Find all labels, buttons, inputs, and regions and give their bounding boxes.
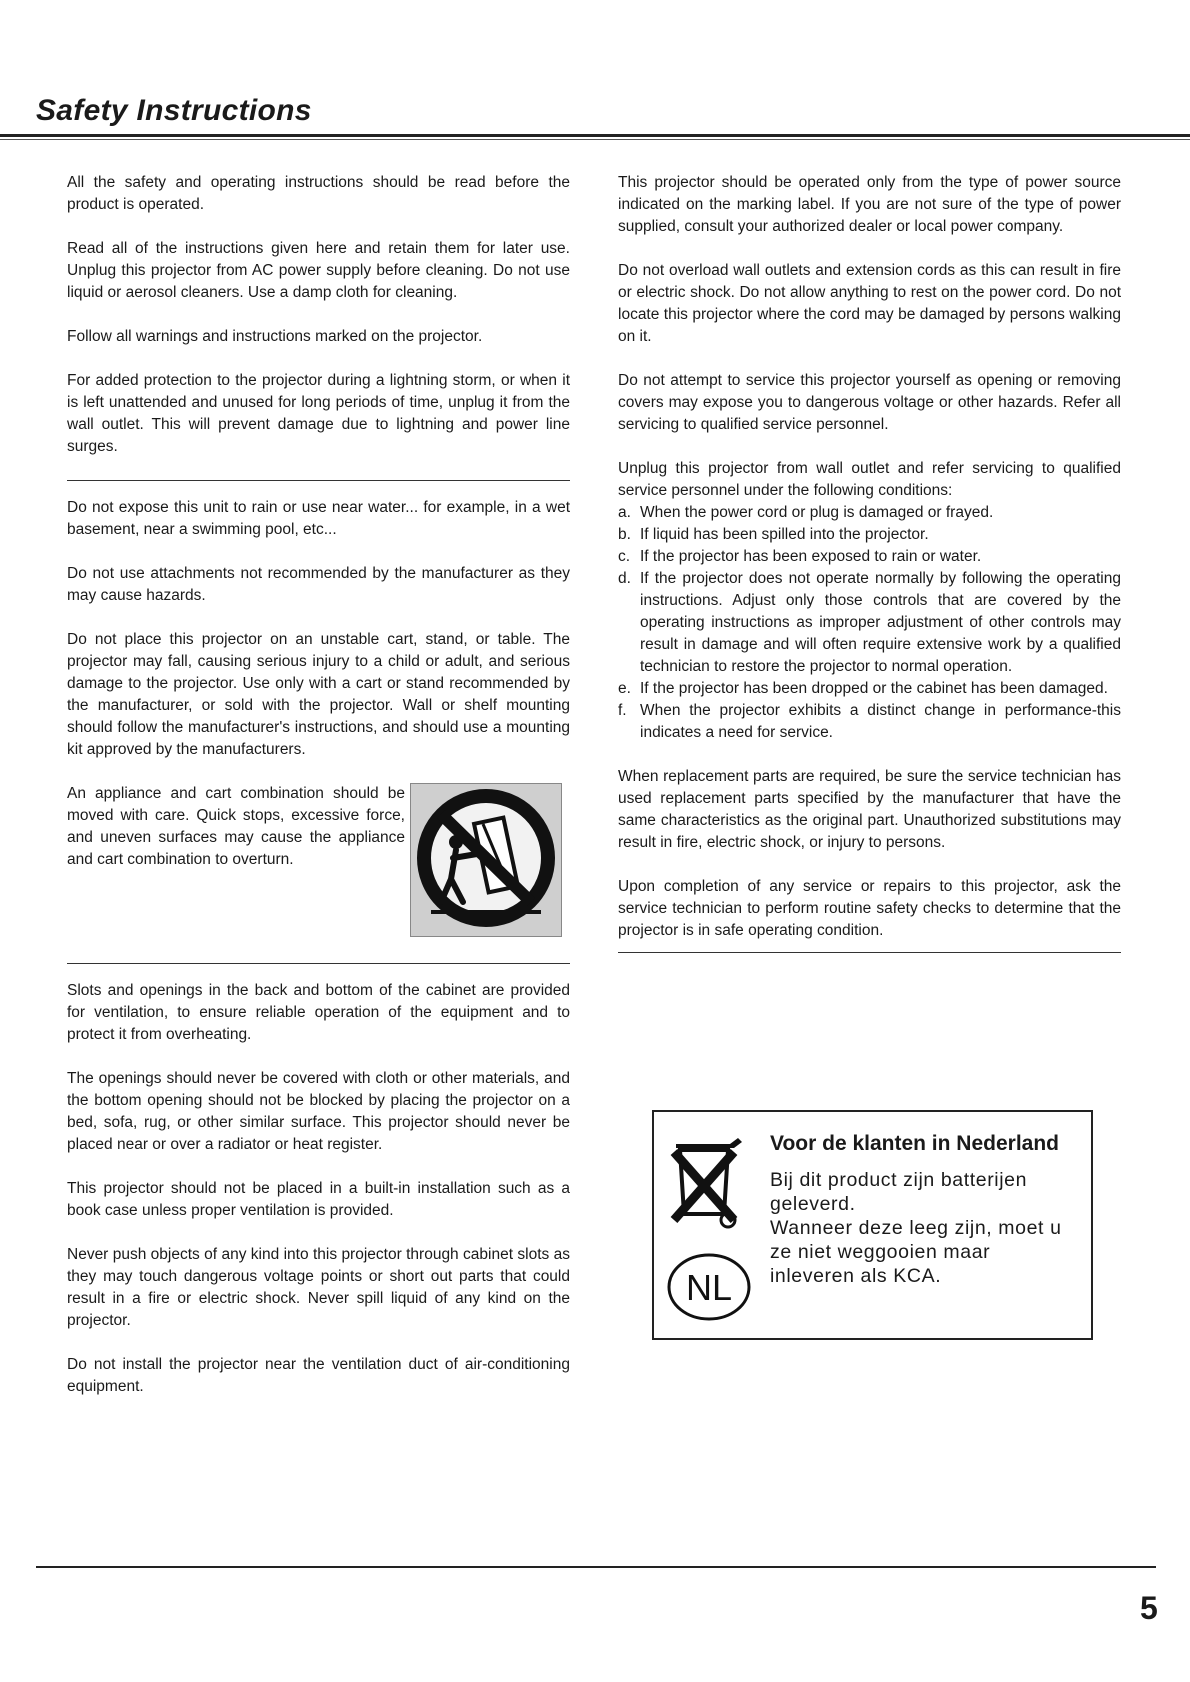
cart-warning xyxy=(67,783,570,933)
paragraph: Unplug this projector from wall outlet and refer servicing to qualified service personnel under the following conditions: xyxy=(618,460,1121,499)
service-conditions-list xyxy=(618,502,1121,744)
kca-notice-box xyxy=(652,1110,1093,1340)
list-item: e. If the projector has been dropped or the cabinet has been damaged. xyxy=(618,680,1108,697)
paragraph: Never push objects of any kind into this projector through cabinet slots as they may touch dangerous voltage points or short out parts that could result in a fire or electric shock. Never spill liquid of any kind on the projector. xyxy=(67,1246,570,1329)
left-column xyxy=(67,172,570,1420)
kca-heading: Voor de klanten in Nederland xyxy=(770,1132,1059,1155)
paragraph: When replacement parts are required, be sure the service technician has used replacement parts specified by the manufacturer that have the same characteristics as the original part. Unauthorized substitutions may result in fire, electric shock, or injury to persons. xyxy=(618,768,1121,851)
section-divider xyxy=(67,480,570,481)
nl-oval-icon xyxy=(666,1252,752,1322)
paragraph: All the safety and operating instructions should be read before the product is operated. xyxy=(67,174,570,213)
kca-line: Wanneer deze leeg zijn, moet u ze niet weggooien maar inleveren als KCA. xyxy=(770,1217,1062,1287)
paragraph: An appliance and cart combination should be moved with care. Quick stops, excessive force, and uneven surfaces may cause the appliance and cart combination to overturn. xyxy=(67,785,405,868)
kca-line: Bij dit product zijn batterijen geleverd. xyxy=(770,1169,1028,1215)
paragraph: Do not install the projector near the ventilation duct of air-conditioning equipment. xyxy=(67,1356,570,1395)
paragraph: Follow all warnings and instructions marked on the projector. xyxy=(67,328,483,345)
paragraph: Do not attempt to service this projector yourself as opening or removing covers may expose you to dangerous voltage or other hazards. Refer all servicing to qualified service personnel. xyxy=(618,372,1121,433)
paragraph: Do not use attachments not recommended by the manufacturer as they may cause hazards. xyxy=(67,565,570,604)
paragraph: The openings should never be covered with cloth or other materials, and the bottom opening should not be blocked by placing the projector on a bed, sofa, rug, or other similar surface. This projector should never be placed near or over a radiator or heat register. xyxy=(67,1070,570,1153)
section-divider xyxy=(618,952,1121,953)
paragraph: For added protection to the projector during a lightning storm, or when it is left unattended and unused for long periods of time, unplug it from the wall outlet. This will prevent damage due to lightning and power line surges. xyxy=(67,372,570,455)
paragraph: Do not place this projector on an unstable cart, stand, or table. The projector may fall, causing serious injury to a child or adult, and serious damage to the projector. Use only with a cart or stand recommended by the manufacturer, or sold with the projector. Wall or shelf mounting should follow the manufacturer's instructions, and should use a mounting kit approved by the manufacturers. xyxy=(67,631,570,758)
paragraph: This projector should not be placed in a built-in installation such as a book case unless proper ventilation is provided. xyxy=(67,1180,570,1219)
right-column xyxy=(618,172,1121,969)
paragraph: Upon completion of any service or repairs to this projector, ask the service technician to perform routine safety checks to determine that the projector is in safe operating condition. xyxy=(618,878,1121,939)
header-rule xyxy=(0,134,1190,137)
list-item: f. When the projector exhibits a distinct change in performance-this indicates a need for service. xyxy=(618,702,1121,741)
page-title: Safety Instructions xyxy=(36,94,312,127)
list-item: d. If the projector does not operate normally by following the operating instructions. Adjust only those controls that are covered by the operating instructions as improper adjustment of other controls may result in damage and will often require extensive work by a qualified technician to restore the projector to normal operation. xyxy=(618,570,1121,675)
nl-label: NL xyxy=(685,1267,733,1308)
kca-text xyxy=(770,1168,1080,1288)
paragraph: Do not expose this unit to rain or use near water... for example, in a wet basement, near a swimming pool, etc... xyxy=(67,499,570,538)
crossed-out-bin-icon xyxy=(668,1130,748,1230)
list-item: c. If the projector has been exposed to rain or water. xyxy=(618,548,982,565)
cart-tip-over-warning-icon xyxy=(410,783,562,937)
list-item: a. When the power cord or plug is damaged or frayed. xyxy=(618,504,994,521)
header-rule-thin xyxy=(0,139,1190,140)
paragraph: Do not overload wall outlets and extension cords as this can result in fire or electric shock. Do not allow anything to rest on the power cord. Do not locate this projector where the cord may be damaged by persons walking on it. xyxy=(618,262,1121,345)
page-number: 5 xyxy=(1140,1590,1158,1626)
section-divider xyxy=(67,963,570,964)
list-item: b. If liquid has been spilled into the projector. xyxy=(618,526,929,543)
paragraph: Read all of the instructions given here and retain them for later use. Unplug this projector from AC power supply before cleaning. Do not use liquid or aerosol cleaners. Use a damp cloth for cleaning. xyxy=(67,240,570,301)
paragraph: This projector should be operated only from the type of power source indicated on the marking label. If you are not sure of the type of power supplied, consult your authorized dealer or local power company. xyxy=(618,174,1121,235)
footer-rule xyxy=(36,1566,1156,1568)
paragraph: Slots and openings in the back and bottom of the cabinet are provided for ventilation, to ensure reliable operation of the equipment and to protect it from overheating. xyxy=(67,982,570,1043)
